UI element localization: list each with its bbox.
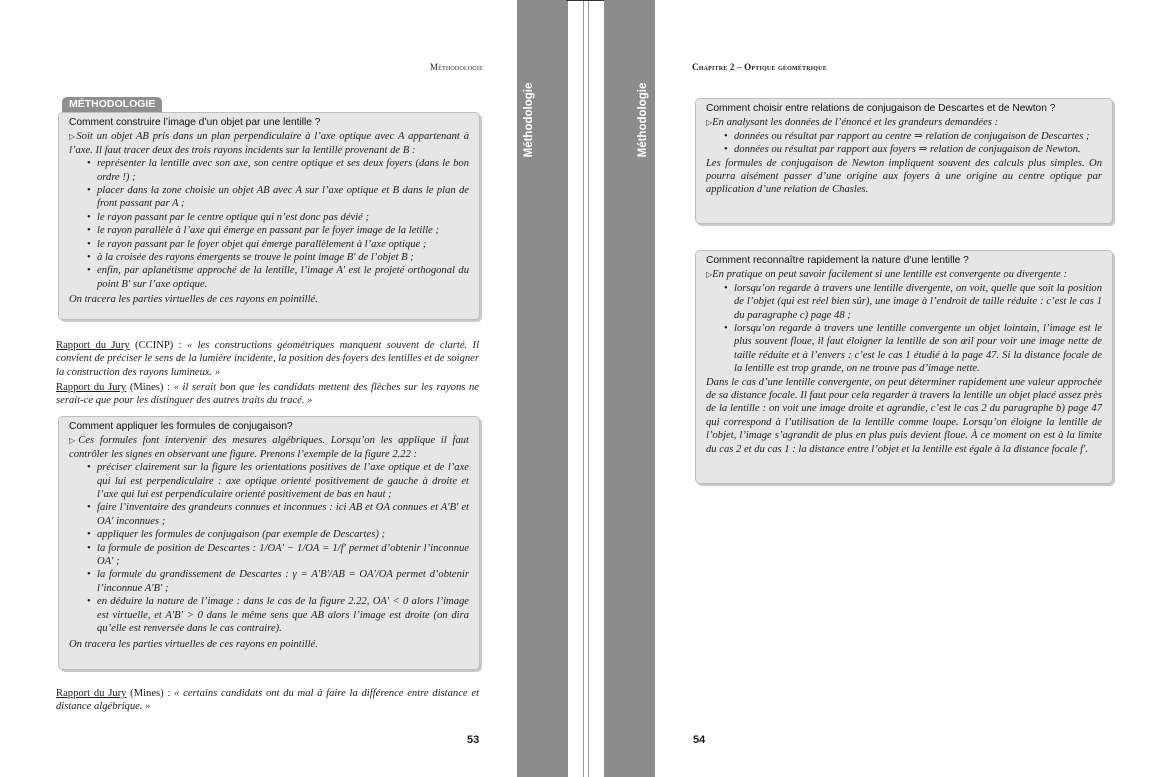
running-head: Méthodologie xyxy=(429,62,483,72)
step-list xyxy=(69,157,469,291)
box-conclusion: Les formules de conjugaison de Newton impliquent souvent des calculs plus simples. On pourra aisément passer d’une origine aux foyers à une origine au centre optique par application d’une relation de Chasles. xyxy=(706,157,1102,196)
box-title: Comment choisir entre relations de conjugaison de Descartes et de Newton ? xyxy=(706,103,1056,114)
box-intro: ▷ En analysant les données de l’énoncé et les grandeurs demandées : xyxy=(706,116,1102,129)
list-item: • données ou résultat par rapport aux foyers ⇒ relation de conjugaison de Newton. xyxy=(734,143,1102,156)
box-conclusion: On tracera les parties virtuelles de ces rayons en pointillé. xyxy=(69,638,318,650)
list-item: • lorsqu’on regarde à travers une lentille convergente un objet lointain, l’image est le plus souvent floue, il faut éloigner la lentille de son œil pour voir une image nette de taille réduite et à l’envers : c’est le cas 1 étudié à la page 47. Si la distance focale de la lentille est trop grande, on ne trouve pas d’image nette. xyxy=(734,322,1102,376)
list-item: • à la croisée des rayons émergents se trouve le point image B′ de l’objet B ; xyxy=(97,251,469,264)
jury-source: Rapport du Jury xyxy=(56,688,127,699)
list-item: • préciser clairement sur la figure les orientations positives de l’axe optique et de l’axe qui lui est perpendiculaire : axe optique orienté positivement de gauche à droite et l’axe qui lui est perpendiculaire orienté positivement de bas en haut ; xyxy=(97,461,469,501)
step-list xyxy=(706,282,1102,376)
jury-org: (CCINP) : xyxy=(129,340,187,351)
list-item: • le rayon passant par le centre optique qui n’est donc pas dévié ; xyxy=(97,211,469,224)
list-item: • lorsqu’on regarde à travers une lentille divergente, on voit, quelle que soit la position de l’objet (qui est réel bien sûr), une image à l’endroit de taille réduite : c’est le cas 1 du paragraphe c) page 48 ; xyxy=(734,282,1102,322)
list-item: • représenter la lentille avec son axe, son centre optique et ses deux foyers (dans le bon ordre !) ; xyxy=(97,157,469,184)
list-item: • appliquer les formules de conjugaison (par exemple de Descartes) ; xyxy=(97,528,469,541)
jury-report-ccinp xyxy=(56,339,479,379)
running-head: Chapitre 2 – Optique géométrique xyxy=(692,62,827,72)
list-item: • enfin, par aplanétisme approché de la lentille, l’image A′ est le projeté orthogonal du point B′ sur l’axe optique. xyxy=(97,264,469,291)
gutter-line xyxy=(588,0,589,777)
box-conclusion: On tracera les parties virtuelles de ces rayons en pointillé. xyxy=(69,294,318,306)
box-intro: ▷ Ces formules font intervenir des mesures algébriques. Lorsqu’on les applique il faut contrôler les signes en observant une figure. Prenons l’exemple de la figure 2.22 : xyxy=(69,434,469,461)
box-conclusion: Dans le cas d’une lentille convergente, on peut déterminer rapidement une valeur approchée de sa distance focale. Il faut pour cela regarder à travers la lentille un objet placé assez près de la lentille : on voit une image droite et agrandie, c’est le cas 2 du paragraphe b) page 47 qui correspond à l’utilisation de la lentille comme loupe. Lorsqu’on éloigne la lentille de l’objet, l’image s’agrandit de plus en plus puis devient floue. À ce moment on est à la limite du cas 2 et du cas 1 : la distance entre l’objet et la lentille est égale à la distance focale f′. xyxy=(706,376,1102,455)
jury-report-mines-2 xyxy=(56,687,479,714)
list-item: • en déduire la nature de l’image : dans le cas de la figure 2.22, OA′ < 0 alors l’image est virtuelle, et A′B′ > 0 dans le même sens que AB alors l’image est droite (on dira qu’elle est renversée dans le cas contraire). xyxy=(97,595,469,635)
jury-source: Rapport du Jury xyxy=(56,340,130,351)
list-item: • placer dans la zone choisie un objet AB avec A sur l’axe optique et B dans le plan de front passant par A ; xyxy=(97,184,469,211)
jury-quote: « il serait bon que les candidats mettent des flèches sur les rayons ne serait-ce que pour les distinguer des autres traits du tracé. » xyxy=(56,382,479,407)
method-box-descartes-newton xyxy=(695,98,1113,224)
gutter-tick xyxy=(566,0,606,1)
list-item: • le rayon passant par le foyer objet qui émerge parallèlement à l’axe optique ; xyxy=(97,238,469,251)
jury-org: (Mines) : xyxy=(126,382,174,393)
thumb-label-right: Méthodologie xyxy=(637,82,649,158)
page-number: 54 xyxy=(693,734,706,746)
right-page xyxy=(655,0,1171,777)
box-intro: ▷ Soit un objet AB pris dans un plan perpendiculaire à l’axe optique avec A appartenant à l’axe. Il faut tracer deux des trois rayons incidents sur la lentille provenant de B : xyxy=(69,130,469,157)
gutter-line xyxy=(583,0,584,777)
step-list xyxy=(69,461,469,635)
step-list xyxy=(706,130,1102,157)
list-item: • faire l’inventaire des grandeurs connues et inconnues : ici AB et OA connues et A′B′ et OA′ inconnues ; xyxy=(97,501,469,528)
list-item: • le rayon parallèle à l’axe qui émerge en passant par le foyer image de la letille ; xyxy=(97,224,469,237)
gutter xyxy=(568,0,604,777)
page-number: 53 xyxy=(467,734,480,746)
box-title: Comment construire l’image d’un objet par une lentille ? xyxy=(69,117,321,128)
jury-report-mines xyxy=(56,381,479,408)
list-item: • la formule de position de Descartes : 1/OA′ − 1/OA = 1/f′ permet d’obtenir l’inconnue OA′ ; xyxy=(97,542,469,569)
method-box-construire-image xyxy=(58,112,480,320)
method-box-nature-lentille xyxy=(695,250,1113,484)
jury-org: (Mines) : xyxy=(126,688,175,699)
list-item: • la formule du grandissement de Descartes : γ = A′B′/AB = OA′/OA permet d’obtenir l’inconnue A′B′ ; xyxy=(97,568,469,595)
jury-source: Rapport du Jury xyxy=(56,382,127,393)
jury-quote: « certains candidats ont du mal à faire la différence entre distance et distance algébrique. » xyxy=(56,688,479,713)
list-item: • données ou résultat par rapport au centre ⇒ relation de conjugaison de Descartes ; xyxy=(734,130,1102,143)
left-page xyxy=(0,0,517,777)
methodology-tag: MÉTHODOLOGIE xyxy=(62,97,162,112)
jury-quote: « les constructions géométriques manquent souvent de clarté. Il convient de préciser le sens de la lumière incidente, la position des foyers des lentilles et de soigner la construction des rayons lumineux. » xyxy=(56,340,480,378)
box-title: Comment reconnaître rapidement la nature d’une lentille ? xyxy=(706,255,969,266)
thumb-label-left: Méthodologie xyxy=(523,82,535,158)
box-title: Comment appliquer les formules de conjugaison? xyxy=(69,421,293,432)
box-intro: ▷ En pratique on peut savoir facilement si une lentille est convergente ou divergente : xyxy=(706,268,1102,281)
method-box-formules-conjugaison xyxy=(58,416,480,670)
